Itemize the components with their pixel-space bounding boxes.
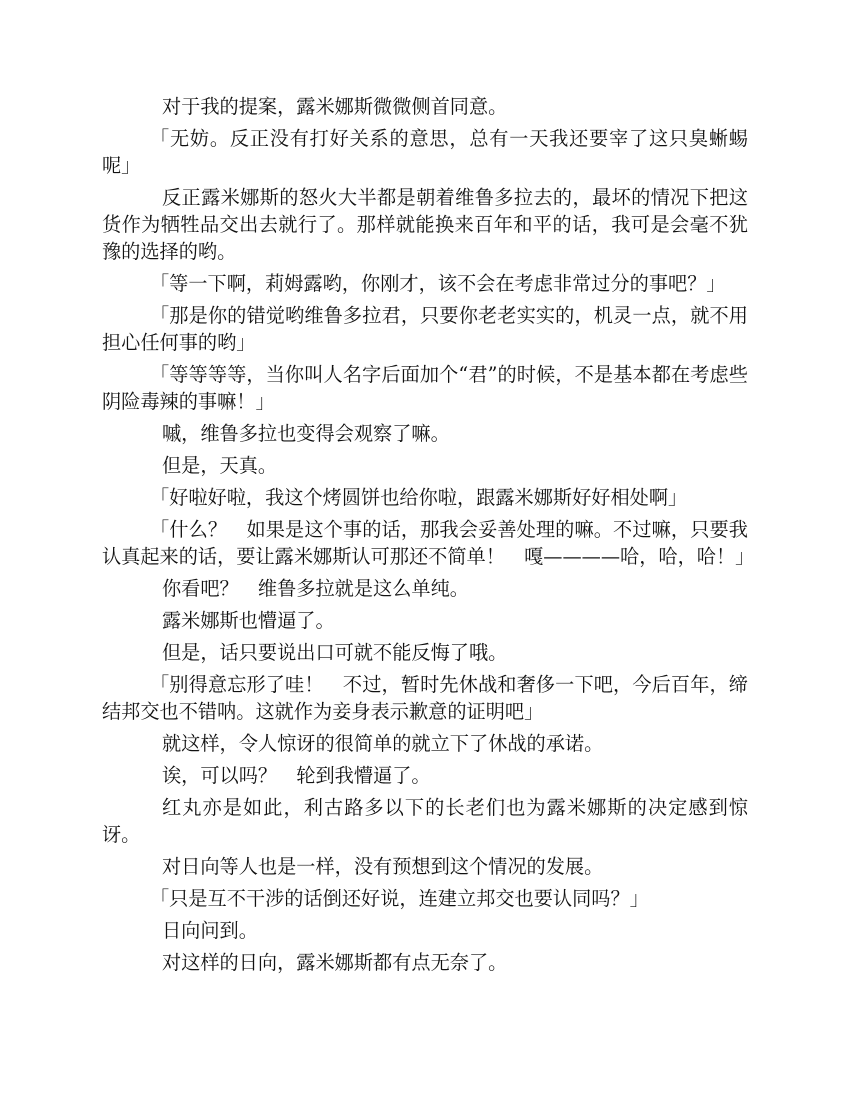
paragraph: 对于我的提案，露米娜斯微微侧首同意。 — [162, 95, 508, 118]
paragraph: 你看吧？ 维鲁多拉就是这么单纯。 — [162, 577, 469, 600]
paragraph: 反正露米娜斯的怒火大半都是朝着维鲁多拉去的，最坏的情况下把这货作为牺牲品交出去就行了。那样就能换来百年和平的话，我可是会毫不犹豫的选择的哟。 — [102, 186, 748, 263]
paragraph: 「那是你的错觉哟维鲁多拉君，只要你老老实实的，机灵一点，就不用担心任何事的哟」 — [102, 304, 748, 354]
paragraph: 「什么？ 如果是这个事的话，那我会妥善处理的嘛。不过嘛，只要我认真起来的话，要让露米娜斯认可那还不简单！ 嘎————哈，哈，哈！」 — [102, 518, 755, 568]
document-page — [102, 93, 755, 981]
paragraph: 诶，可以吗？ 轮到我懵逼了。 — [162, 764, 431, 787]
paragraph: 嘁，维鲁多拉也变得会观察了嘛。 — [162, 422, 450, 445]
paragraph: 但是，话只要说出口可就不能反悔了哦。 — [162, 641, 508, 664]
paragraph: 红丸亦是如此，利古路多以下的长老们也为露米娜斯的决定感到惊讶。 — [102, 796, 748, 846]
paragraph: 「只是互不干涉的话倒还好说，连建立邦交也要认同吗？」 — [150, 887, 649, 910]
paragraph: 但是，天真。 — [162, 454, 278, 477]
paragraph: 日向问到。 — [162, 919, 258, 942]
paragraph: 「等等等等，当你叫人名字后面加个“君”的时候，不是基本都在考虑些阴险毒辣的事嘛！」 — [102, 363, 748, 413]
paragraph: 对这样的日向，露米娜斯都有点无奈了。 — [162, 951, 508, 974]
paragraph: 对日向等人也是一样，没有预想到这个情况的发展。 — [162, 855, 604, 878]
paragraph: 「无妨。反正没有打好关系的意思，总有一天我还要宰了这只臭蜥蜴呢」 — [102, 127, 748, 177]
paragraph: 「别得意忘形了哇！ 不过，暂时先休战和奢侈一下吧，今后百年，缔结邦交也不错呐。这就作为妾身表示歉意的证明吧」 — [102, 673, 748, 723]
paragraph: 「好啦好啦，我这个烤圆饼也给你啦，跟露米娜斯好好相处啊」 — [150, 486, 688, 509]
paragraph: 露米娜斯也懵逼了。 — [162, 609, 335, 632]
paragraph: 「等一下啊，莉姆露哟，你刚才，该不会在考虑非常过分的事吧？」 — [150, 272, 726, 295]
paragraph: 就这样，令人惊讶的很简单的就立下了休战的承诺。 — [162, 732, 604, 755]
